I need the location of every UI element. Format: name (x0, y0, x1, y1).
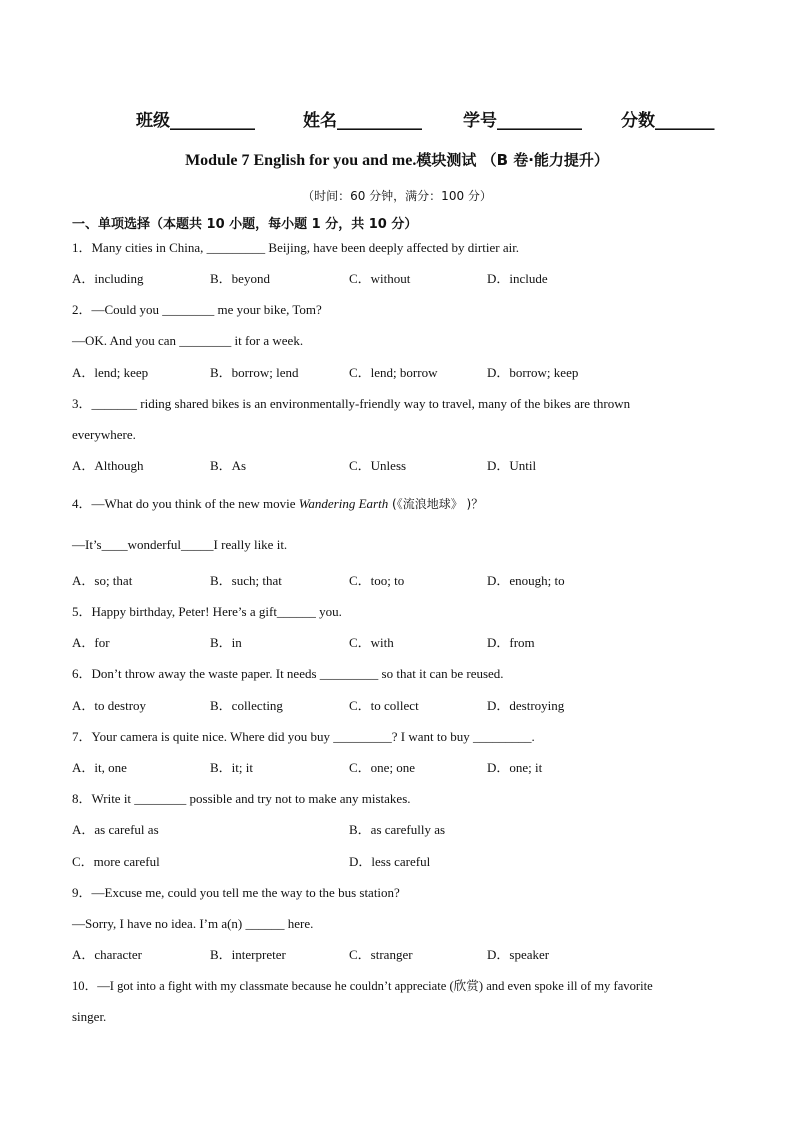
page-title (0, 149, 794, 170)
question-2-option-d: D．borrow; keep (487, 365, 579, 380)
name-field: 姓名__________ (303, 111, 422, 131)
question-9-option-d: D．speaker (487, 947, 550, 962)
question-5-stem: 5．Happy birthday, Peter! Here’s a gift______ you. (72, 604, 342, 619)
question-7-option-d: D．one; it (487, 760, 543, 775)
question-8-option-d: D．less careful (349, 854, 431, 869)
question-4-option-c: C．too; to (349, 573, 405, 588)
question-2-stem: 2．—Could you ________ me your bike, Tom? (72, 302, 322, 317)
question-3-option-d: D．Until (487, 458, 537, 473)
question-4-option-d: D．enough; to (487, 573, 565, 588)
question-3-stem-cont: everywhere. (72, 427, 136, 442)
question-4-stem-post: (《流浪地球》 )？ (388, 497, 484, 511)
question-4-stem-pre: 4．—What do you think of the new movie (72, 496, 299, 511)
question-3-stem: 3．_______ riding shared bikes is an environmentally-friendly way to travel, many of the bikes are thrown (72, 396, 631, 411)
question-10-stem: 10．—I got into a fight with my classmate because he couldn’t appreciate (欣赏) and even spoke ill of my favorite (72, 979, 653, 993)
question-4-option-b: B．such; that (210, 573, 282, 588)
question-9-reply: —Sorry, I have no idea. I’m a(n) ______ here. (72, 916, 314, 931)
question-4-reply: —It’s____wonderful_____I really like it. (72, 537, 288, 552)
question-3-option-a: A．Although (72, 458, 144, 473)
class-field: 班级__________ (136, 111, 255, 131)
question-5-option-c: C．with (349, 635, 394, 650)
question-2-option-a: A．lend; keep (72, 365, 149, 380)
question-4-option-a: A．so; that (72, 573, 133, 588)
question-4-stem (72, 496, 483, 512)
question-3-option-b: B．As (210, 458, 247, 473)
title-chinese: 模块测试 （B 卷·能力提升） (416, 151, 609, 169)
question-4-movie-title: Wandering Earth (298, 496, 389, 511)
question-5-option-a: A．for (72, 635, 110, 650)
section-heading: 一、单项选择（本题共 10 小题，每小题 1 分，共 10 分） (72, 217, 418, 232)
question-7-option-a: A．it, one (72, 760, 127, 775)
question-3-option-c: C．Unless (349, 458, 407, 473)
question-5-option-b: B．in (210, 635, 242, 650)
title-english: Module 7 English for you and me. (185, 152, 417, 169)
question-1-stem: 1．Many cities in China, _________ Beijing, have been deeply affected by dirtier air. (72, 240, 520, 255)
question-6-option-c: C．to collect (349, 698, 419, 713)
question-6-stem: 6．Don’t throw away the waste paper. It needs _________ so that it can be reused. (72, 666, 504, 681)
question-1-option-d: D．include (487, 271, 548, 286)
question-6-option-b: B．collecting (210, 698, 283, 713)
question-7-stem: 7．Your camera is quite nice. Where did you buy _________? I want to buy _________. (72, 729, 535, 744)
question-9-option-a: A．character (72, 947, 143, 962)
question-8-option-b: B．as carefully as (349, 822, 446, 837)
question-1-option-a: A．including (72, 271, 144, 286)
question-9-stem: 9．—Excuse me, could you tell me the way to the bus station? (72, 885, 400, 900)
question-1-option-c: C．without (349, 271, 411, 286)
question-8-option-a: A．as careful as (72, 822, 159, 837)
question-10-stem-cont: singer. (72, 1009, 107, 1024)
question-9-option-c: C．stranger (349, 947, 413, 962)
question-9-option-b: B．interpreter (210, 947, 286, 962)
question-8-stem: 8．Write it ________ possible and try not to make any mistakes. (72, 791, 411, 806)
question-6-option-a: A．to destroy (72, 698, 147, 713)
question-2-reply: —OK. And you can ________ it for a week. (72, 333, 304, 348)
student-id-field: 学号__________ (463, 111, 582, 131)
question-7-option-c: C．one; one (349, 760, 416, 775)
question-7-option-b: B．it; it (210, 760, 253, 775)
question-2-option-b: B．borrow; lend (210, 365, 299, 380)
question-1-option-b: B．beyond (210, 271, 270, 286)
question-5-option-d: D．from (487, 635, 535, 650)
question-2-option-c: C．lend; borrow (349, 365, 438, 380)
score-field: 分数_______ (621, 111, 715, 131)
exam-info: （时间：60 分钟，满分：100 分） (302, 189, 492, 203)
question-6-option-d: D．destroying (487, 698, 565, 713)
question-8-option-c: C．more careful (72, 854, 160, 869)
